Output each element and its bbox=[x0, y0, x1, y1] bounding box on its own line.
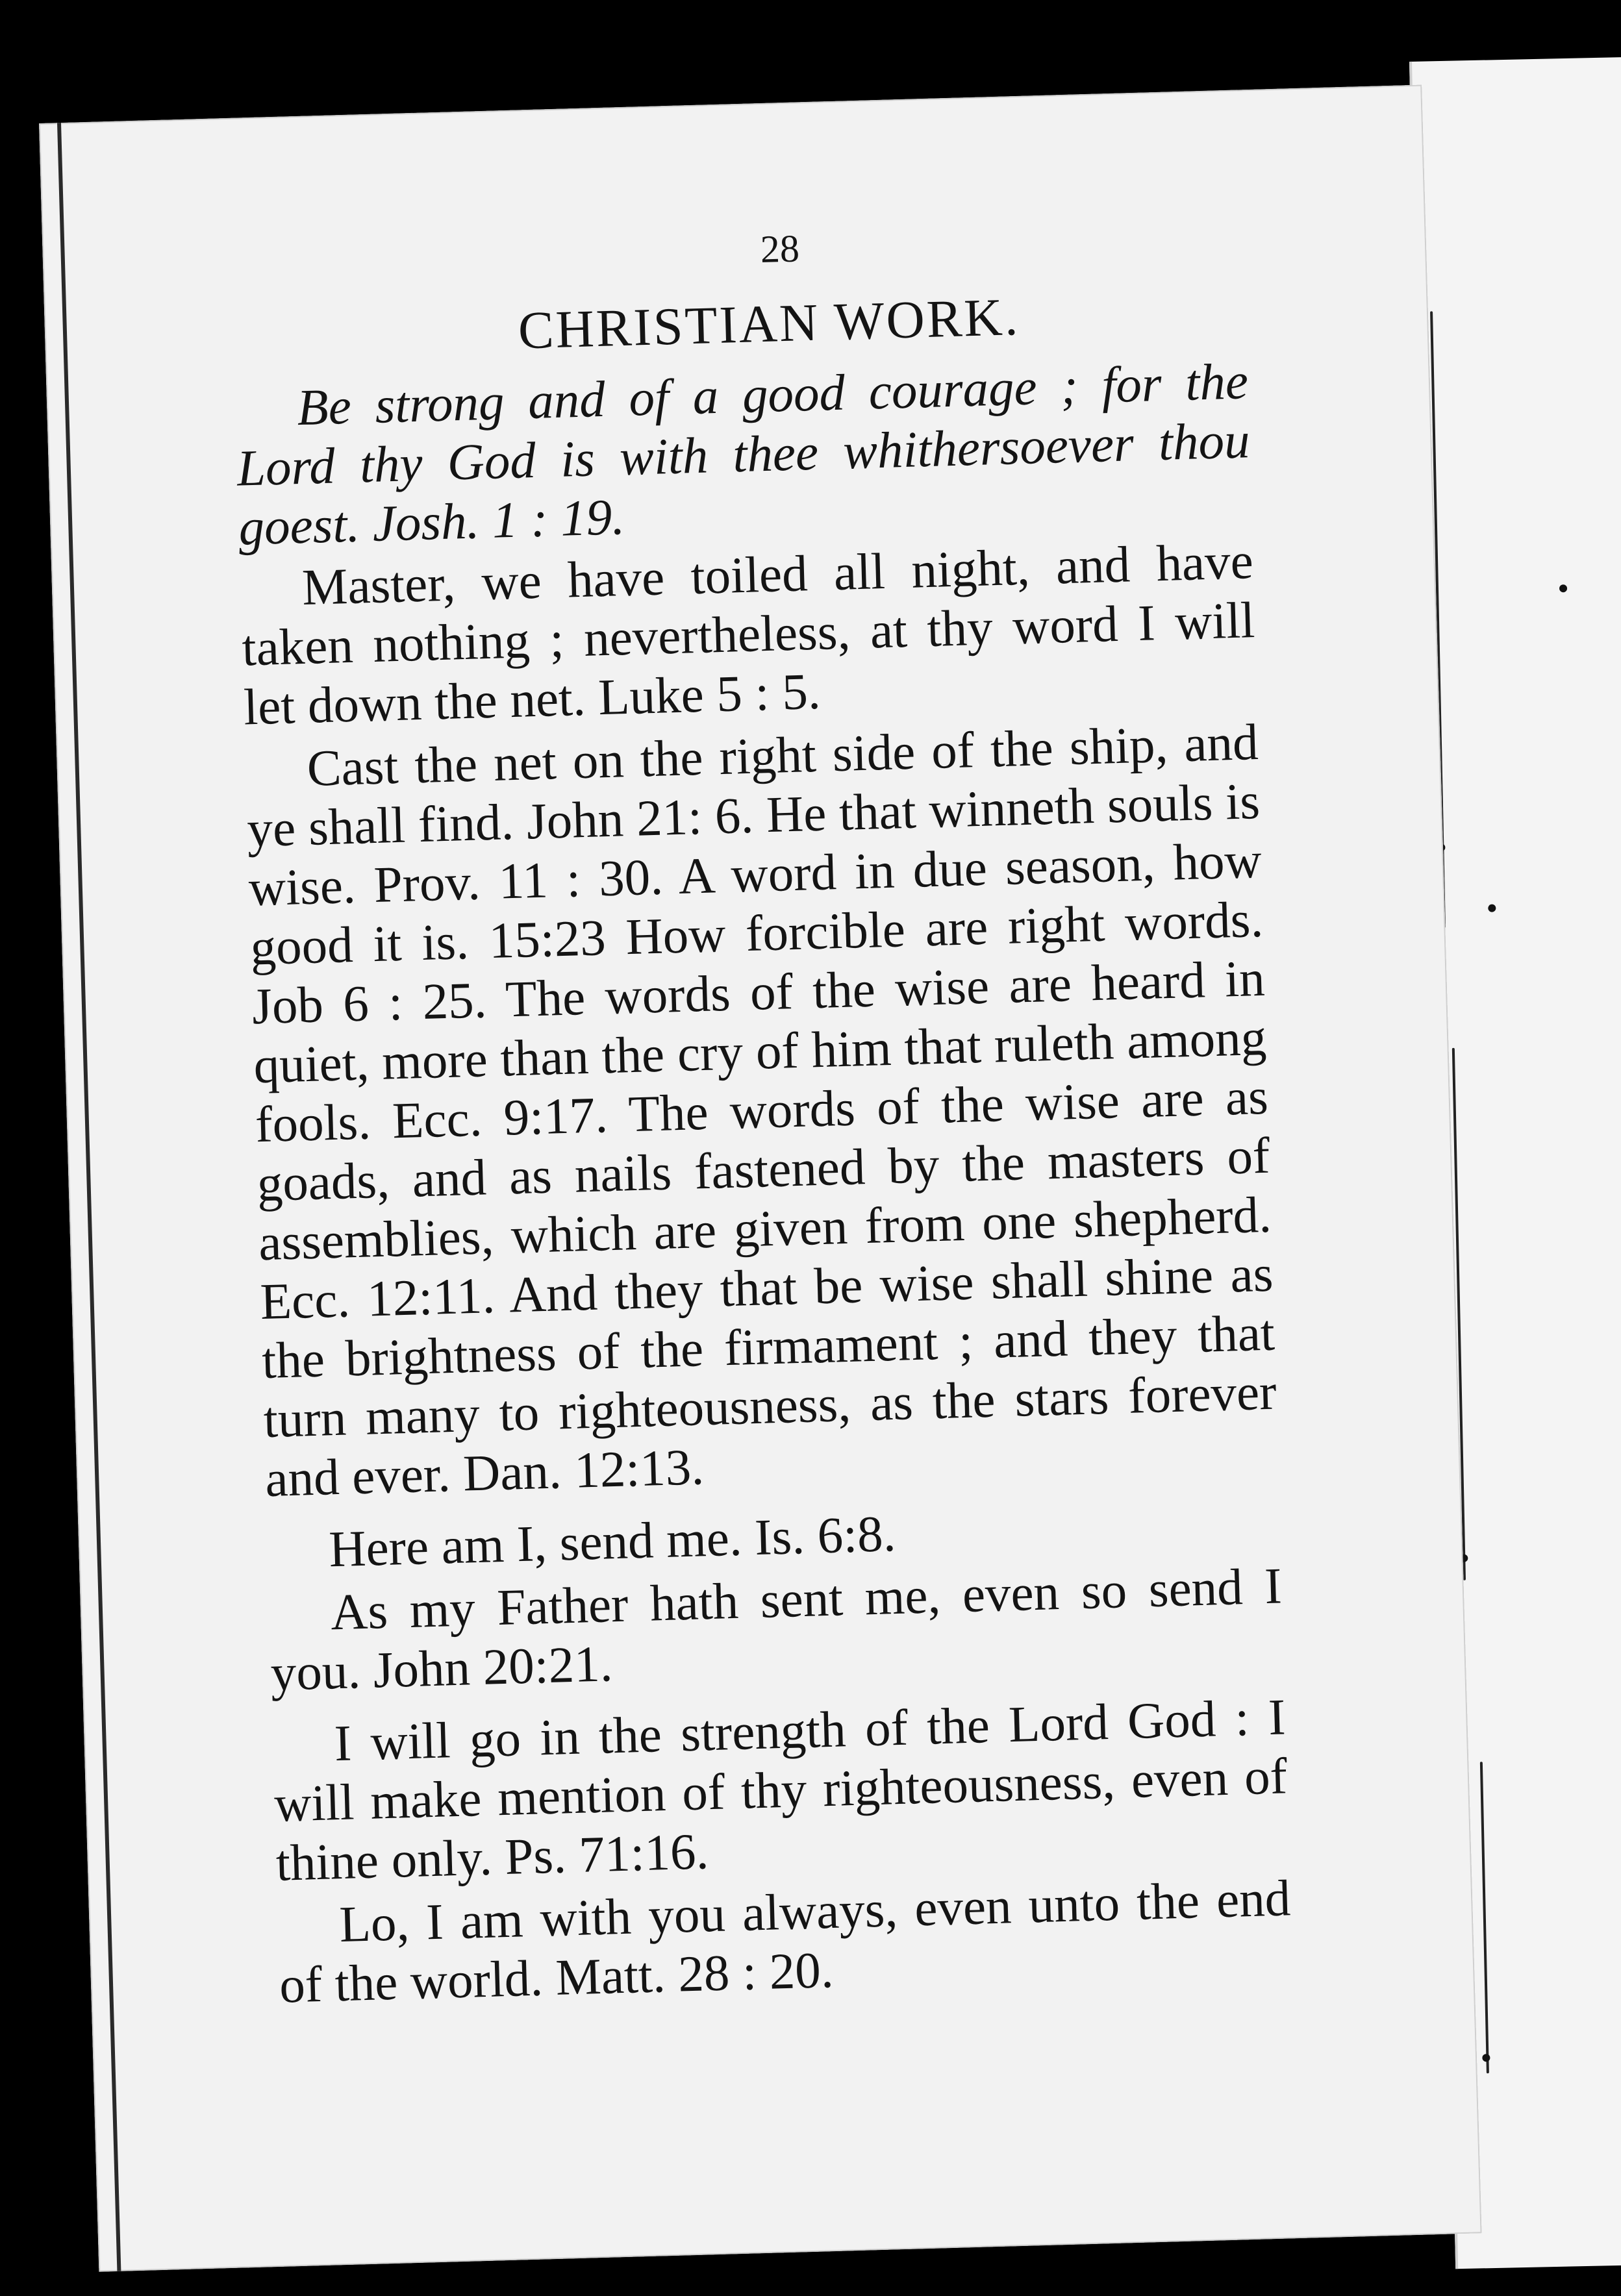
page-number: 28 bbox=[759, 227, 800, 271]
scripture-paragraph: As my Father hath sent me, even so send I you. John 20:21. bbox=[270, 1558, 1283, 1702]
page-text bbox=[231, 213, 1293, 2019]
binding-hole bbox=[1482, 2054, 1490, 2062]
page-heading: CHRISTIAN WORK. bbox=[517, 286, 1021, 360]
scripture-paragraph: Here am I, send me. Is. 6:8. bbox=[328, 1506, 897, 1578]
binding-hole bbox=[1488, 904, 1496, 912]
scripture-paragraph: Be strong and of a good courage ; for the Lord thy God is with thee whithersoever thou goest. Josh. 1 : 19. bbox=[236, 353, 1251, 556]
page-edge bbox=[57, 123, 121, 2271]
binding-hole bbox=[1559, 584, 1567, 592]
scripture-paragraph: Lo, I am with you always, even unto the end of the world. Matt. 28 : 20. bbox=[279, 1870, 1292, 2014]
book-page bbox=[39, 85, 1482, 2272]
scripture-paragraph: Cast the net on the right side of the ship, and ye shall find. John 21: 6. He that winneth souls is wise. Prov. 11 : 30. A word in due season, how good it is. 15:23 How forcible are right words. Job 6 : 25. The words of the wise are heard in quiet, more than the cry of him that ruleth among fools. Ecc. 9:17. The words of the wise are as goads, and as nails fastened by the masters of assemblies, which are given from one shepherd. Ecc. 12:11. And they that be wise shall shine as the brightness of the firmament ; and they that turn many to righteousness, as the stars forever and ever. Dan. 12:13. bbox=[246, 714, 1277, 1508]
scripture-paragraph: I will go in the strength of the Lord God : I will make mention of thy righteousness, even of thine only. Ps. 71:16. bbox=[273, 1689, 1288, 1892]
binding-stitch bbox=[1480, 1762, 1489, 2073]
scripture-paragraph: Master, we have toiled all night, and have taken nothing ; nevertheless, at thy word I will let down the net. Luke 5 : 5. bbox=[241, 533, 1256, 736]
